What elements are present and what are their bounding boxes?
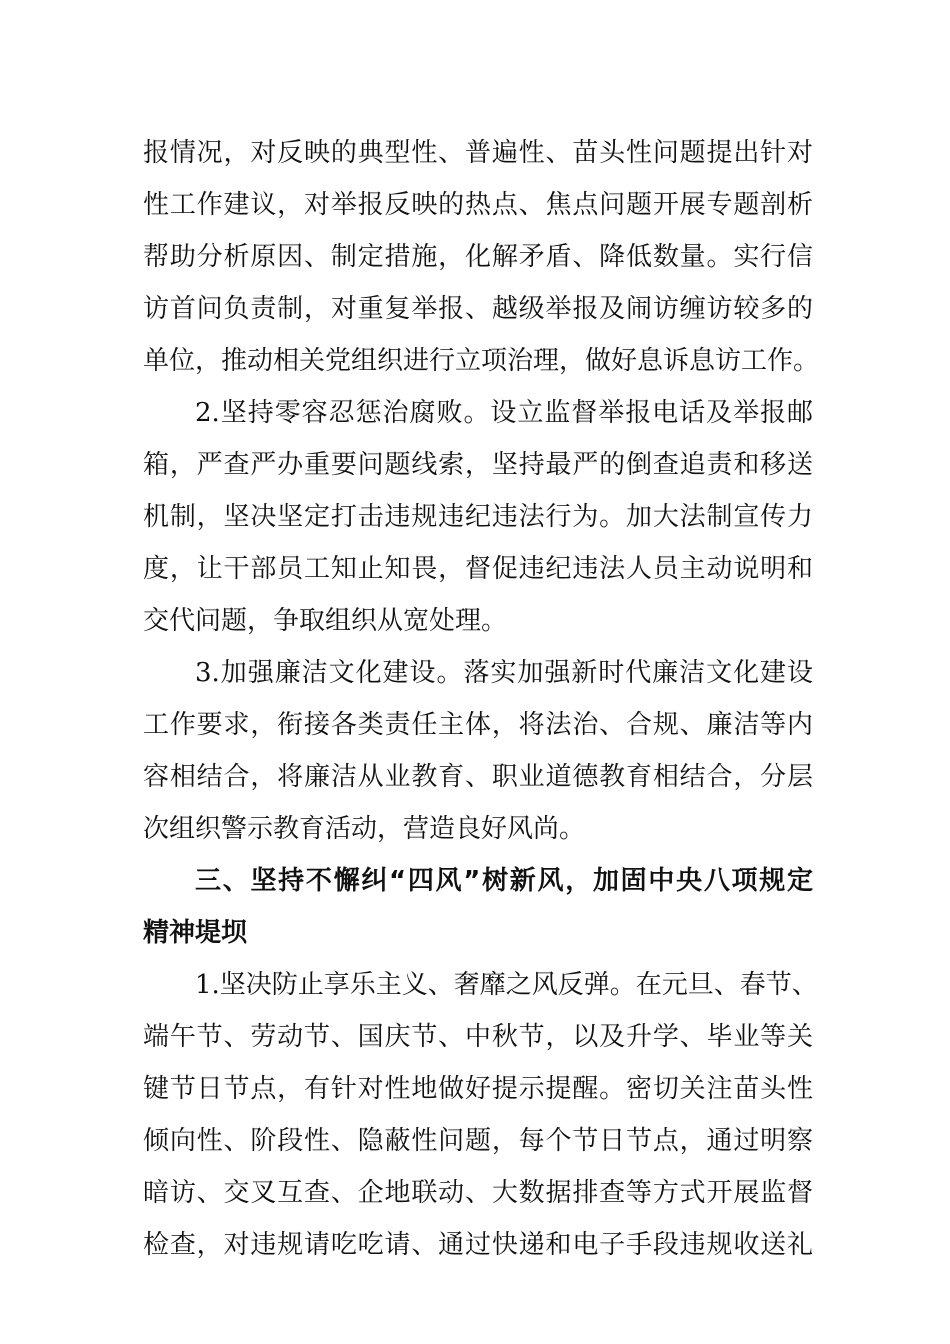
heading-line: 三、坚持不懈纠“四风”树新风，加固中央八项规定 — [195, 866, 813, 896]
text-line: 交代问题，争取组织从宽处理。 — [143, 606, 508, 636]
text-line: 2.坚持零容忍惩治腐败。设立监督举报电话及举报邮 — [195, 398, 813, 428]
text-line: 报情况，对反映的典型性、普遍性、苗头性问题提出针对 — [143, 138, 813, 168]
text-line: 性工作建议，对举报反映的热点、焦点问题开展专题剖析 — [143, 190, 813, 220]
text-line: 度，让干部员工知止知畏，督促违纪违法人员主动说明和 — [143, 554, 813, 584]
paragraph-item-3 — [143, 647, 813, 855]
text-line: 暗访、交叉互查、企地联动、大数据排查等方式开展监督 — [143, 1178, 813, 1208]
text-line: 倾向性、阶段性、隐蔽性问题，每个节日节点，通过明察 — [143, 1126, 813, 1156]
paragraph-section-3-item-1 — [143, 959, 818, 1271]
text-line: 键节日节点，有针对性地做好提示提醒。密切关注苗头性 — [143, 1074, 813, 1104]
document-body — [143, 127, 820, 1271]
heading-line: 精神堤坝 — [143, 918, 248, 948]
text-line: 工作要求，衔接各类责任主体，将法治、合规、廉洁等内 — [143, 710, 813, 740]
text-line: 检查，对违规请吃吃请、通过快递和电子手段违规收送礼 — [143, 1230, 813, 1260]
text-line: 3.加强廉洁文化建设。落实加强新时代廉洁文化建设 — [195, 658, 813, 688]
text-line: 机制，坚决坚定打击违规违纪违法行为。加大法制宣传力 — [143, 502, 813, 532]
text-line: 箱，严查严办重要问题线索，坚持最严的倒查追责和移送 — [143, 450, 813, 480]
text-line: 帮助分析原因、制定措施，化解矛盾、降低数量。实行信 — [143, 242, 813, 272]
text-line: 1.坚决防止享乐主义、奢靡之风反弹。在元旦、春节、 — [195, 970, 818, 1000]
text-line: 次组织警示教育活动，营造良好风尚。 — [143, 814, 586, 844]
text-line: 单位，推动相关党组织进行立项治理，做好息诉息访工作。 — [143, 346, 820, 376]
text-line: 容相结合，将廉洁从业教育、职业道德教育相结合，分层 — [143, 762, 813, 792]
text-line: 访首问负责制，对重复举报、越级举报及闹访缠访较多的 — [143, 294, 813, 324]
section-heading — [143, 855, 813, 959]
paragraph-report-handling — [143, 127, 820, 387]
paragraph-item-2 — [143, 387, 813, 647]
text-line: 端午节、劳动节、国庆节、中秋节，以及升学、毕业等关 — [143, 1022, 813, 1052]
